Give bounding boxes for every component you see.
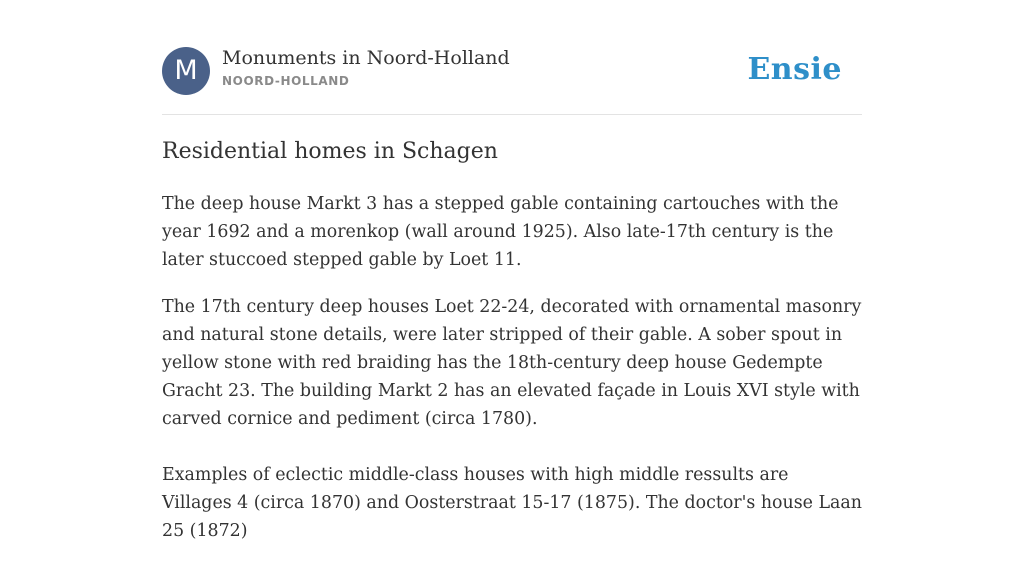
page-header: [162, 46, 862, 115]
collection-title[interactable]: Monuments in Noord-Holland: [222, 47, 510, 69]
article-paragraph: The 17th century deep houses Loet 22-24, decorated with ornamental masonry and natural stone details, were later stripped of their gable. A sober spout in yellow stone with red braiding has the 18th-century deep house Gedempte Gracht 23. The building Markt 2 has an elevated façade in Louis XVI style with carved cornice and pediment (circa 1780).: [162, 297, 862, 429]
avatar[interactable]: M: [162, 47, 210, 95]
article-paragraph: Examples of eclectic middle-class houses with high middle ressults are Villages 4 (circa 1870) and Oosterstraat 15-17 (1875). The doctor's house Laan 25 (1872): [162, 465, 862, 541]
brand-logo[interactable]: Ensie: [747, 52, 842, 87]
article-paragraph: The deep house Markt 3 has a stepped gable containing cartouches with the year 1692 and a morenkop (wall around 1925). Also late-17th century is the later stuccoed stepped gable by Loet 11.: [162, 194, 839, 270]
article-title: Residential homes in Schagen: [162, 139, 498, 164]
article-body: [162, 190, 862, 564]
collection-subtitle[interactable]: NOORD-HOLLAND: [222, 74, 350, 88]
